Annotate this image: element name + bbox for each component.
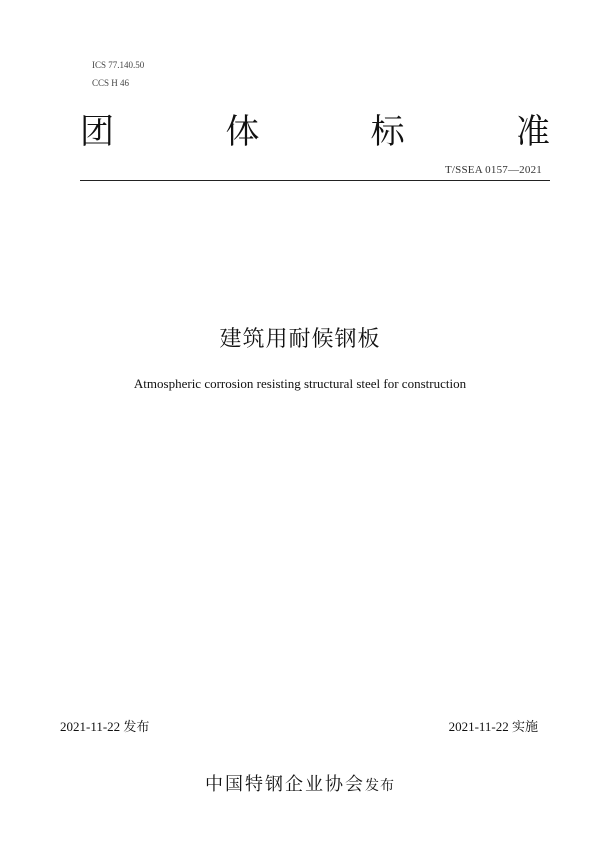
standard-type-heading bbox=[80, 112, 550, 152]
implementation-date: 2021-11-22 实施 bbox=[448, 719, 538, 734]
standard-type-char-3: 标 bbox=[370, 112, 405, 152]
publisher-name: 中国特钢企业协会 bbox=[205, 774, 365, 795]
standard-type-char-2: 体 bbox=[225, 112, 260, 152]
ics-code: ICS 77.140.50 bbox=[92, 60, 145, 70]
publisher-suffix: 发布 bbox=[365, 778, 395, 794]
standard-number: T/SSEA 0157—2021 bbox=[444, 164, 542, 176]
publish-date: 2021-11-22 发布 bbox=[60, 719, 150, 734]
header-divider bbox=[80, 180, 550, 181]
ccs-code: CCS H 46 bbox=[92, 78, 130, 88]
standard-type-char-1: 团 bbox=[80, 112, 114, 152]
publisher bbox=[0, 770, 600, 796]
standard-type-char-4: 准 bbox=[515, 112, 550, 152]
document-subtitle: Atmospheric corrosion resisting structural steel for construction bbox=[133, 376, 467, 391]
document-title: 建筑用耐候钢板 bbox=[219, 327, 381, 352]
